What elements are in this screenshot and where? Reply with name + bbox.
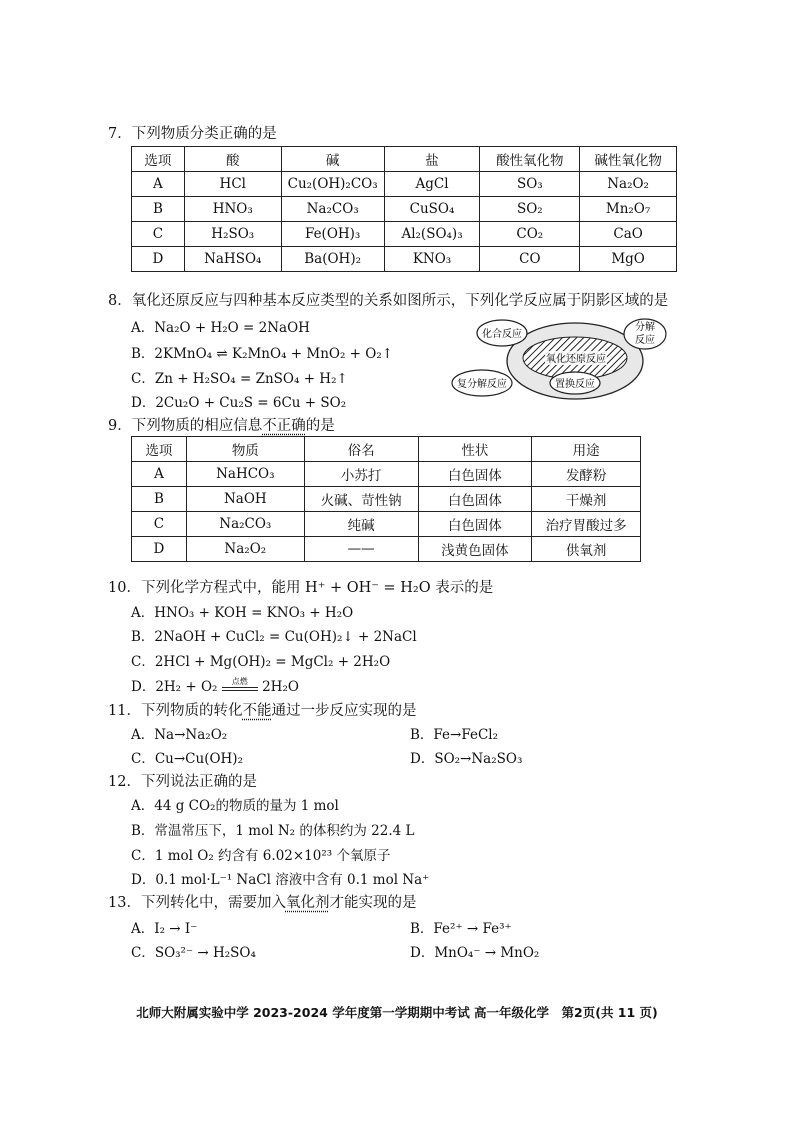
q13-question-post: 才能实现的是 bbox=[329, 895, 417, 911]
q10-option-b: B．2NaOH + CuCl₂ = Cu(OH)₂↓ + 2NaCl bbox=[131, 629, 417, 645]
table-cell: Al₂(SO₄)₃ bbox=[384, 222, 480, 247]
table-cell: 发酵粉 bbox=[532, 462, 641, 487]
table-row bbox=[132, 222, 677, 247]
table-cell: 火碱、苛性钠 bbox=[304, 487, 418, 512]
table-cell: Na₂O₂ bbox=[186, 537, 304, 562]
table-header: 用途 bbox=[532, 437, 641, 462]
q10-question: 10．下列化学方程式中，能用 H⁺ + OH⁻ = H₂O 表示的是 bbox=[108, 580, 494, 596]
q10-option-d-right: 2H₂O bbox=[262, 679, 299, 695]
q10-option-d-left: D．2H₂ + O₂ bbox=[131, 679, 218, 695]
table-row bbox=[132, 487, 641, 512]
table-cell: C bbox=[132, 222, 185, 247]
table-header-row bbox=[132, 147, 677, 172]
table-cell: CuSO₄ bbox=[384, 197, 480, 222]
q13-question-pre: 13．下列转化中，需要加入 bbox=[108, 895, 286, 911]
table-row bbox=[132, 247, 677, 272]
table-header: 选项 bbox=[132, 147, 185, 172]
q8-option-c: C．Zn + H₂SO₄ = ZnSO₄ + H₂↑ bbox=[131, 371, 348, 387]
table-cell: 供氧剂 bbox=[532, 537, 641, 562]
q12-option-d: D．0.1 mol·L⁻¹ NaCl 溶液中含有 0.1 mol Na⁺ bbox=[131, 872, 430, 888]
table-cell: HCl bbox=[184, 172, 281, 197]
table-header: 盐 bbox=[384, 147, 480, 172]
table-header: 酸性氧化物 bbox=[480, 147, 580, 172]
reaction-type-venn-diagram bbox=[445, 313, 667, 405]
table-cell: SO₃ bbox=[480, 172, 580, 197]
q7-question: 7．下列物质分类正确的是 bbox=[108, 126, 277, 142]
table-header: 碱 bbox=[281, 147, 384, 172]
table-cell: D bbox=[132, 247, 185, 272]
q10-option-c: C．2HCl + Mg(OH)₂ = MgCl₂ + 2H₂O bbox=[131, 654, 391, 670]
table-cell: HNO₃ bbox=[184, 197, 281, 222]
table-cell: D bbox=[132, 537, 187, 562]
reaction-condition: 点燃 bbox=[231, 677, 248, 686]
table-cell: NaHSO₄ bbox=[184, 247, 281, 272]
single-replacement-label: 置换反应 bbox=[555, 379, 595, 390]
table-cell: CO bbox=[480, 247, 580, 272]
table-row bbox=[132, 197, 677, 222]
table-cell: SO₂ bbox=[480, 197, 580, 222]
q12-option-a: A．44 g CO₂的物质的量为 1 mol bbox=[131, 798, 339, 814]
q11-question-post: 通过一步反应实现的是 bbox=[271, 703, 417, 719]
table-cell: 小苏打 bbox=[304, 462, 418, 487]
q9-table bbox=[131, 436, 641, 562]
table-cell: B bbox=[132, 487, 187, 512]
table-cell: C bbox=[132, 512, 187, 537]
table-header: 物质 bbox=[186, 437, 304, 462]
table-header: 俗名 bbox=[304, 437, 418, 462]
table-cell: H₂SO₃ bbox=[184, 222, 281, 247]
q13-option-a: A．I₂ → I⁻ bbox=[131, 921, 198, 937]
table-cell: A bbox=[132, 462, 187, 487]
q13-question-emphasis: 氧化剂 bbox=[285, 895, 330, 911]
q11-option-a: A．Na→Na₂O₂ bbox=[131, 727, 228, 743]
table-header: 酸 bbox=[184, 147, 281, 172]
table-cell: —— bbox=[304, 537, 418, 562]
table-cell: NaHCO₃ bbox=[186, 462, 304, 487]
table-cell: Na₂CO₃ bbox=[186, 512, 304, 537]
table-cell: 白色固体 bbox=[418, 462, 532, 487]
table-cell: MgO bbox=[580, 247, 677, 272]
q13-option-c: C．SO₃²⁻ → H₂SO₄ bbox=[131, 945, 256, 961]
table-cell: NaOH bbox=[186, 487, 304, 512]
decomposition-label-2: 反应 bbox=[635, 335, 655, 346]
q9-question-pre: 9．下列物质的相应信息 bbox=[108, 418, 263, 434]
table-cell: 白色固体 bbox=[418, 512, 532, 537]
q11-question-emphasis: 不能 bbox=[242, 703, 272, 719]
table-cell: Na₂O₂ bbox=[580, 172, 677, 197]
q11-question-pre: 11．下列物质的转化 bbox=[108, 703, 243, 719]
q12-question: 12．下列说法正确的是 bbox=[108, 774, 257, 790]
page-footer: 北师大附属实验中学 2023-2024 学年度第一学期期中考试 高一年级化学 第2页(共 11 页) bbox=[136, 1005, 658, 1020]
q8-option-a: A．Na₂O + H₂O = 2NaOH bbox=[131, 320, 310, 336]
redox-label: 氧化还原反应 bbox=[546, 354, 606, 365]
q11-option-d: D．SO₂→Na₂SO₃ bbox=[410, 751, 523, 767]
table-cell: 干燥剂 bbox=[532, 487, 641, 512]
table-cell: AgCl bbox=[384, 172, 480, 197]
table-cell: Ba(OH)₂ bbox=[281, 247, 384, 272]
q9-question bbox=[108, 414, 335, 435]
table-cell: 治疗胃酸过多 bbox=[532, 512, 641, 537]
q9-question-post: 的是 bbox=[305, 418, 335, 434]
q11-option-c: C．Cu→Cu(OH)₂ bbox=[131, 751, 243, 767]
q12-option-c: C．1 mol O₂ 约含有 6.02×10²³ 个氧原子 bbox=[131, 848, 391, 864]
q12-option-b: B．常温常压下，1 mol N₂ 的体积约为 22.4 L bbox=[131, 823, 415, 839]
q8-question: 8．氧化还原反应与四种基本反应类型的关系如图所示，下列化学反应属于阴影区域的是 bbox=[108, 293, 669, 309]
table-cell: Cu₂(OH)₂CO₃ bbox=[281, 172, 384, 197]
q8-option-d: D．2Cu₂O + Cu₂S = 6Cu + SO₂ bbox=[131, 395, 347, 411]
table-header-row bbox=[132, 437, 641, 462]
table-cell: Fe(OH)₃ bbox=[281, 222, 384, 247]
double-replacement-label: 复分解反应 bbox=[457, 379, 507, 390]
table-row bbox=[132, 512, 641, 537]
table-cell: Mn₂O₇ bbox=[580, 197, 677, 222]
table-header: 选项 bbox=[132, 437, 187, 462]
q10-option-a: A．HNO₃ + KOH = KNO₃ + H₂O bbox=[131, 605, 354, 621]
q8-option-b: B．2KMnO₄ ⇌ K₂MnO₄ + MnO₂ + O₂↑ bbox=[131, 346, 394, 362]
q9-question-emphasis: 不正确 bbox=[262, 418, 306, 434]
table-cell: B bbox=[132, 197, 185, 222]
table-cell: 白色固体 bbox=[418, 487, 532, 512]
table-row bbox=[132, 462, 641, 487]
q11-option-b: B．Fe→FeCl₂ bbox=[410, 727, 499, 743]
q7-table bbox=[131, 146, 677, 272]
reaction-condition-arrow bbox=[222, 677, 258, 691]
table-header: 碱性氧化物 bbox=[580, 147, 677, 172]
table-cell: CO₂ bbox=[480, 222, 580, 247]
q10-option-d bbox=[131, 675, 299, 695]
table-row bbox=[132, 172, 677, 197]
table-header: 性状 bbox=[418, 437, 532, 462]
table-cell: A bbox=[132, 172, 185, 197]
q11-question bbox=[108, 699, 416, 720]
combination-label: 化合反应 bbox=[482, 329, 522, 340]
table-row bbox=[132, 537, 641, 562]
table-cell: KNO₃ bbox=[384, 247, 480, 272]
decomposition-label: 分解 bbox=[635, 322, 655, 333]
table-cell: 纯碱 bbox=[304, 512, 418, 537]
table-cell: 浅黄色固体 bbox=[418, 537, 532, 562]
q13-option-b: B．Fe²⁺ → Fe³⁺ bbox=[410, 921, 512, 937]
q13-option-d: D．MnO₄⁻ → MnO₂ bbox=[410, 945, 540, 961]
table-cell: CaO bbox=[580, 222, 677, 247]
table-cell: Na₂CO₃ bbox=[281, 197, 384, 222]
q13-question bbox=[108, 891, 416, 912]
